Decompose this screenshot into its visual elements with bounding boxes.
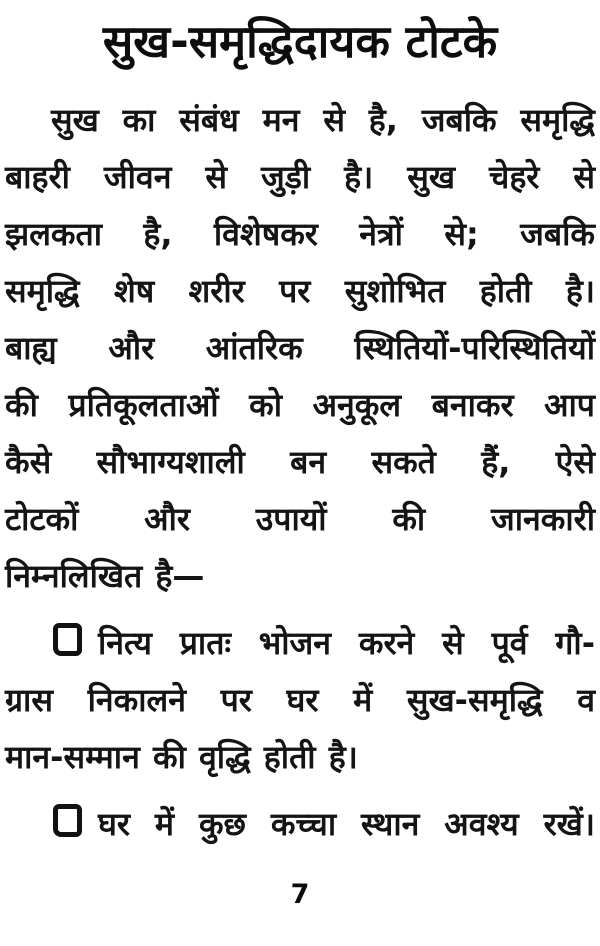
text-line: मान-सम्मान की वृद्धि होती है। bbox=[5, 737, 358, 776]
text-line: बाह्य और आंतरिक स्थितियों-परिस्थितियों bbox=[5, 328, 595, 367]
list-item-text: घर में कुछ कच्चा स्थान अवश्य रखें। bbox=[98, 804, 595, 843]
text-line: ग्रास निकालने पर घर में सुख-समृद्धि व bbox=[5, 680, 595, 719]
text-line: टोटकों और उपायों की जानकारी bbox=[5, 499, 595, 538]
page-title: सुख-समृद्धिदायक टोटके bbox=[102, 15, 498, 68]
page-number: 7 bbox=[290, 878, 310, 910]
text-line: झलकता है, विशेषकर नेत्रों से; जबकि bbox=[5, 214, 595, 253]
text-line: की प्रतिकूलताओं को अनुकूल बनाकर आप bbox=[5, 385, 595, 424]
body-text bbox=[5, 92, 595, 853]
list-item-text: नित्य प्रातः भोजन करने से पूर्व गौ- bbox=[98, 623, 595, 662]
text-line: बाहरी जीवन से जुड़ी है। सुख चेहरे से bbox=[5, 157, 595, 196]
text-line: कैसे सौभाग्यशाली बन सकते हैं, ऐसे bbox=[5, 442, 595, 481]
list-item bbox=[5, 615, 595, 672]
text-line: सुख का संबंध मन से है, जबकि समृद्धि bbox=[51, 100, 595, 139]
list-item bbox=[5, 796, 595, 853]
bullet-square-icon bbox=[53, 623, 82, 656]
text-line: निम्नलिखित है— bbox=[5, 556, 205, 595]
text-line: समृद्धि शेष शरीर पर सुशोभित होती है। bbox=[5, 271, 595, 310]
bullet-square-icon bbox=[53, 804, 82, 837]
